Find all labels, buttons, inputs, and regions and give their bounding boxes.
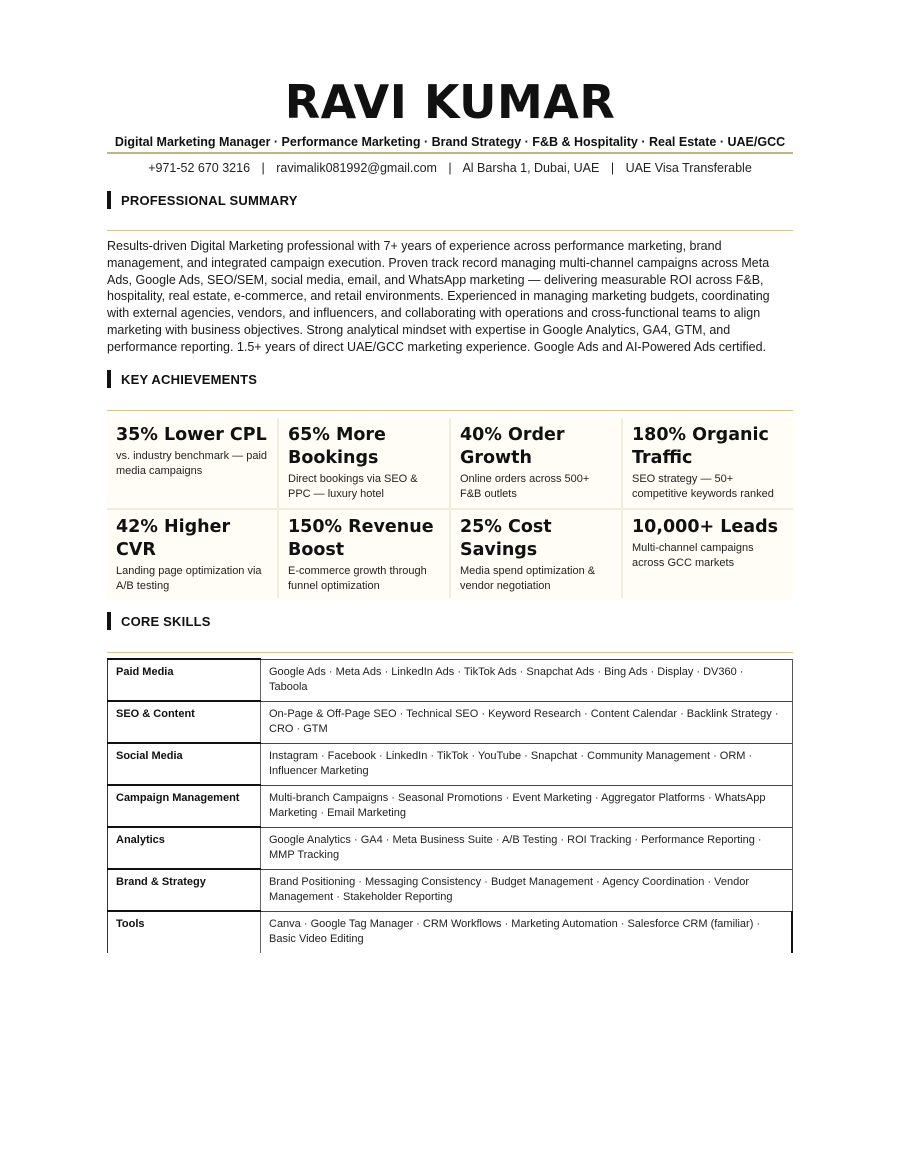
- section-title: CORE SKILLS: [121, 613, 211, 629]
- section-divider: [107, 652, 793, 653]
- achievement-desc: Direct bookings via SEO & PPC — luxury hotel: [288, 473, 418, 500]
- table-row: [108, 785, 793, 827]
- skill-items: Google Analytics · GA4 · Meta Business Suite · A/B Testing · ROI Tracking · Performance Reporting · MMP Tracking: [261, 827, 793, 869]
- contact-separator: |: [448, 161, 452, 175]
- contact-visa-status: UAE Visa Transferable: [625, 161, 752, 175]
- skill-items: Brand Positioning · Messaging Consistency · Budget Management · Agency Coordination · Vendor Management · Stakeholder Reporting: [261, 869, 793, 911]
- achievement-desc: Multi-channel campaigns across GCC markets: [632, 542, 754, 569]
- skill-category: Campaign Management: [108, 785, 261, 827]
- table-row: [108, 659, 793, 701]
- achievement-card: [107, 418, 277, 508]
- section-divider: [107, 230, 793, 231]
- section-marker: [107, 191, 111, 209]
- section-divider: [107, 410, 793, 411]
- skill-items: Google Ads · Meta Ads · LinkedIn Ads · TikTok Ads · Snapchat Ads · Bing Ads · Display · DV360 · Taboola: [261, 659, 793, 701]
- header-divider: [107, 152, 793, 154]
- achievement-title: 65% More Bookings: [288, 425, 386, 468]
- achievement-desc: SEO strategy — 50+ competitive keywords ranked: [632, 473, 774, 500]
- skill-category: Paid Media: [108, 659, 261, 701]
- contact-email: ravimalik081992@gmail.com: [276, 161, 437, 175]
- section-header-summary: [107, 191, 298, 209]
- contact-line: [107, 160, 793, 176]
- achievement-title: 10,000+ Leads: [632, 517, 779, 537]
- achievement-desc: E-commerce growth through funnel optimization: [288, 565, 427, 592]
- section-title: PROFESSIONAL SUMMARY: [121, 192, 298, 208]
- achievement-title: 35% Lower CPL: [116, 425, 267, 445]
- skill-items: Multi-branch Campaigns · Seasonal Promotions · Event Marketing · Aggregator Platforms · WhatsApp Marketing · Email Marketing: [261, 785, 793, 827]
- contact-separator: |: [610, 161, 615, 175]
- achievement-desc: vs. industry benchmark — paid media campaigns: [116, 450, 268, 477]
- skill-items: Canva · Google Tag Manager · CRM Workflows · Marketing Automation · Salesforce CRM (familiar) · Basic Video Editing: [261, 911, 793, 953]
- table-row: [108, 701, 793, 743]
- section-title: KEY ACHIEVEMENTS: [121, 371, 258, 387]
- skill-category: Brand & Strategy: [108, 869, 261, 911]
- achievement-title: 42% Higher CVR: [116, 517, 231, 560]
- table-row: [108, 911, 793, 953]
- achievement-card: [451, 418, 621, 508]
- skills-table: [107, 658, 793, 953]
- table-row: [108, 827, 793, 869]
- candidate-name: RAVI KUMAR: [284, 75, 616, 129]
- achievement-card: [623, 510, 793, 600]
- section-header-achievements: [107, 370, 257, 388]
- contact-phone: +971-52 670 3216: [148, 161, 251, 175]
- achievements-grid: [107, 418, 793, 598]
- section-marker: [107, 370, 111, 388]
- skill-category: SEO & Content: [108, 701, 261, 743]
- summary-text: Results-driven Digital Marketing professional with 7+ years of experience across performance marketing, brand management, and integrated campaign execution. Proven track record managing multi-channel campaigns across Meta Ads, Google Ads, SEO/SEM, social media, email, and WhatsApp marketing — delivering measurable ROI across F&B, hospitality, real estate, e-commerce, and retail environments. Experienced in managing marketing budgets, coordinating with external agencies, vendors, and influencers, and collaborating with operations and cross-functional teams to align marketing with business objectives. Strong analytical mindset with expertise in Google Analytics, GA4, GTM, and performance reporting. 1.5+ years of direct UAE/GCC marketing experience. Google Ads and AI-Powered Ads certified.: [107, 239, 770, 354]
- skill-category: Social Media: [108, 743, 261, 785]
- achievement-desc: Landing page optimization via A/B testing: [116, 565, 262, 592]
- contact-address: Al Barsha 1, Dubai, UAE: [462, 161, 600, 175]
- achievement-title: 40% Order Growth: [460, 425, 565, 468]
- skill-category: Tools: [108, 911, 261, 953]
- achievement-desc: Media spend optimization & vendor negotiation: [460, 565, 596, 592]
- section-header-skills: [107, 612, 211, 630]
- achievement-desc: Online orders across 500+ F&B outlets: [460, 473, 590, 500]
- table-row: [108, 869, 793, 911]
- skill-items: Instagram · Facebook · LinkedIn · TikTok · YouTube · Snapchat · Community Management · ORM · Influencer Marketing: [261, 743, 793, 785]
- skill-items: On-Page & Off-Page SEO · Technical SEO · Keyword Research · Content Calendar · Backlink Strategy · CRO · GTM: [261, 701, 793, 743]
- achievement-card: [279, 418, 449, 508]
- achievement-title: 150% Revenue Boost: [288, 517, 434, 560]
- contact-separator: |: [261, 161, 265, 175]
- achievement-title: 25% Cost Savings: [460, 517, 552, 560]
- achievement-title: 180% Organic Traffic: [632, 425, 769, 468]
- achievement-card: [623, 418, 793, 508]
- skill-category: Analytics: [108, 827, 261, 869]
- table-row: [108, 743, 793, 785]
- achievement-card: [107, 510, 277, 600]
- achievement-card: [279, 510, 449, 600]
- achievement-card: [451, 510, 621, 600]
- section-marker: [107, 612, 111, 630]
- headline-tagline: Digital Marketing Manager · Performance Marketing · Brand Strategy · F&B & Hospitality · Real Estate · UAE/GCC: [114, 135, 786, 149]
